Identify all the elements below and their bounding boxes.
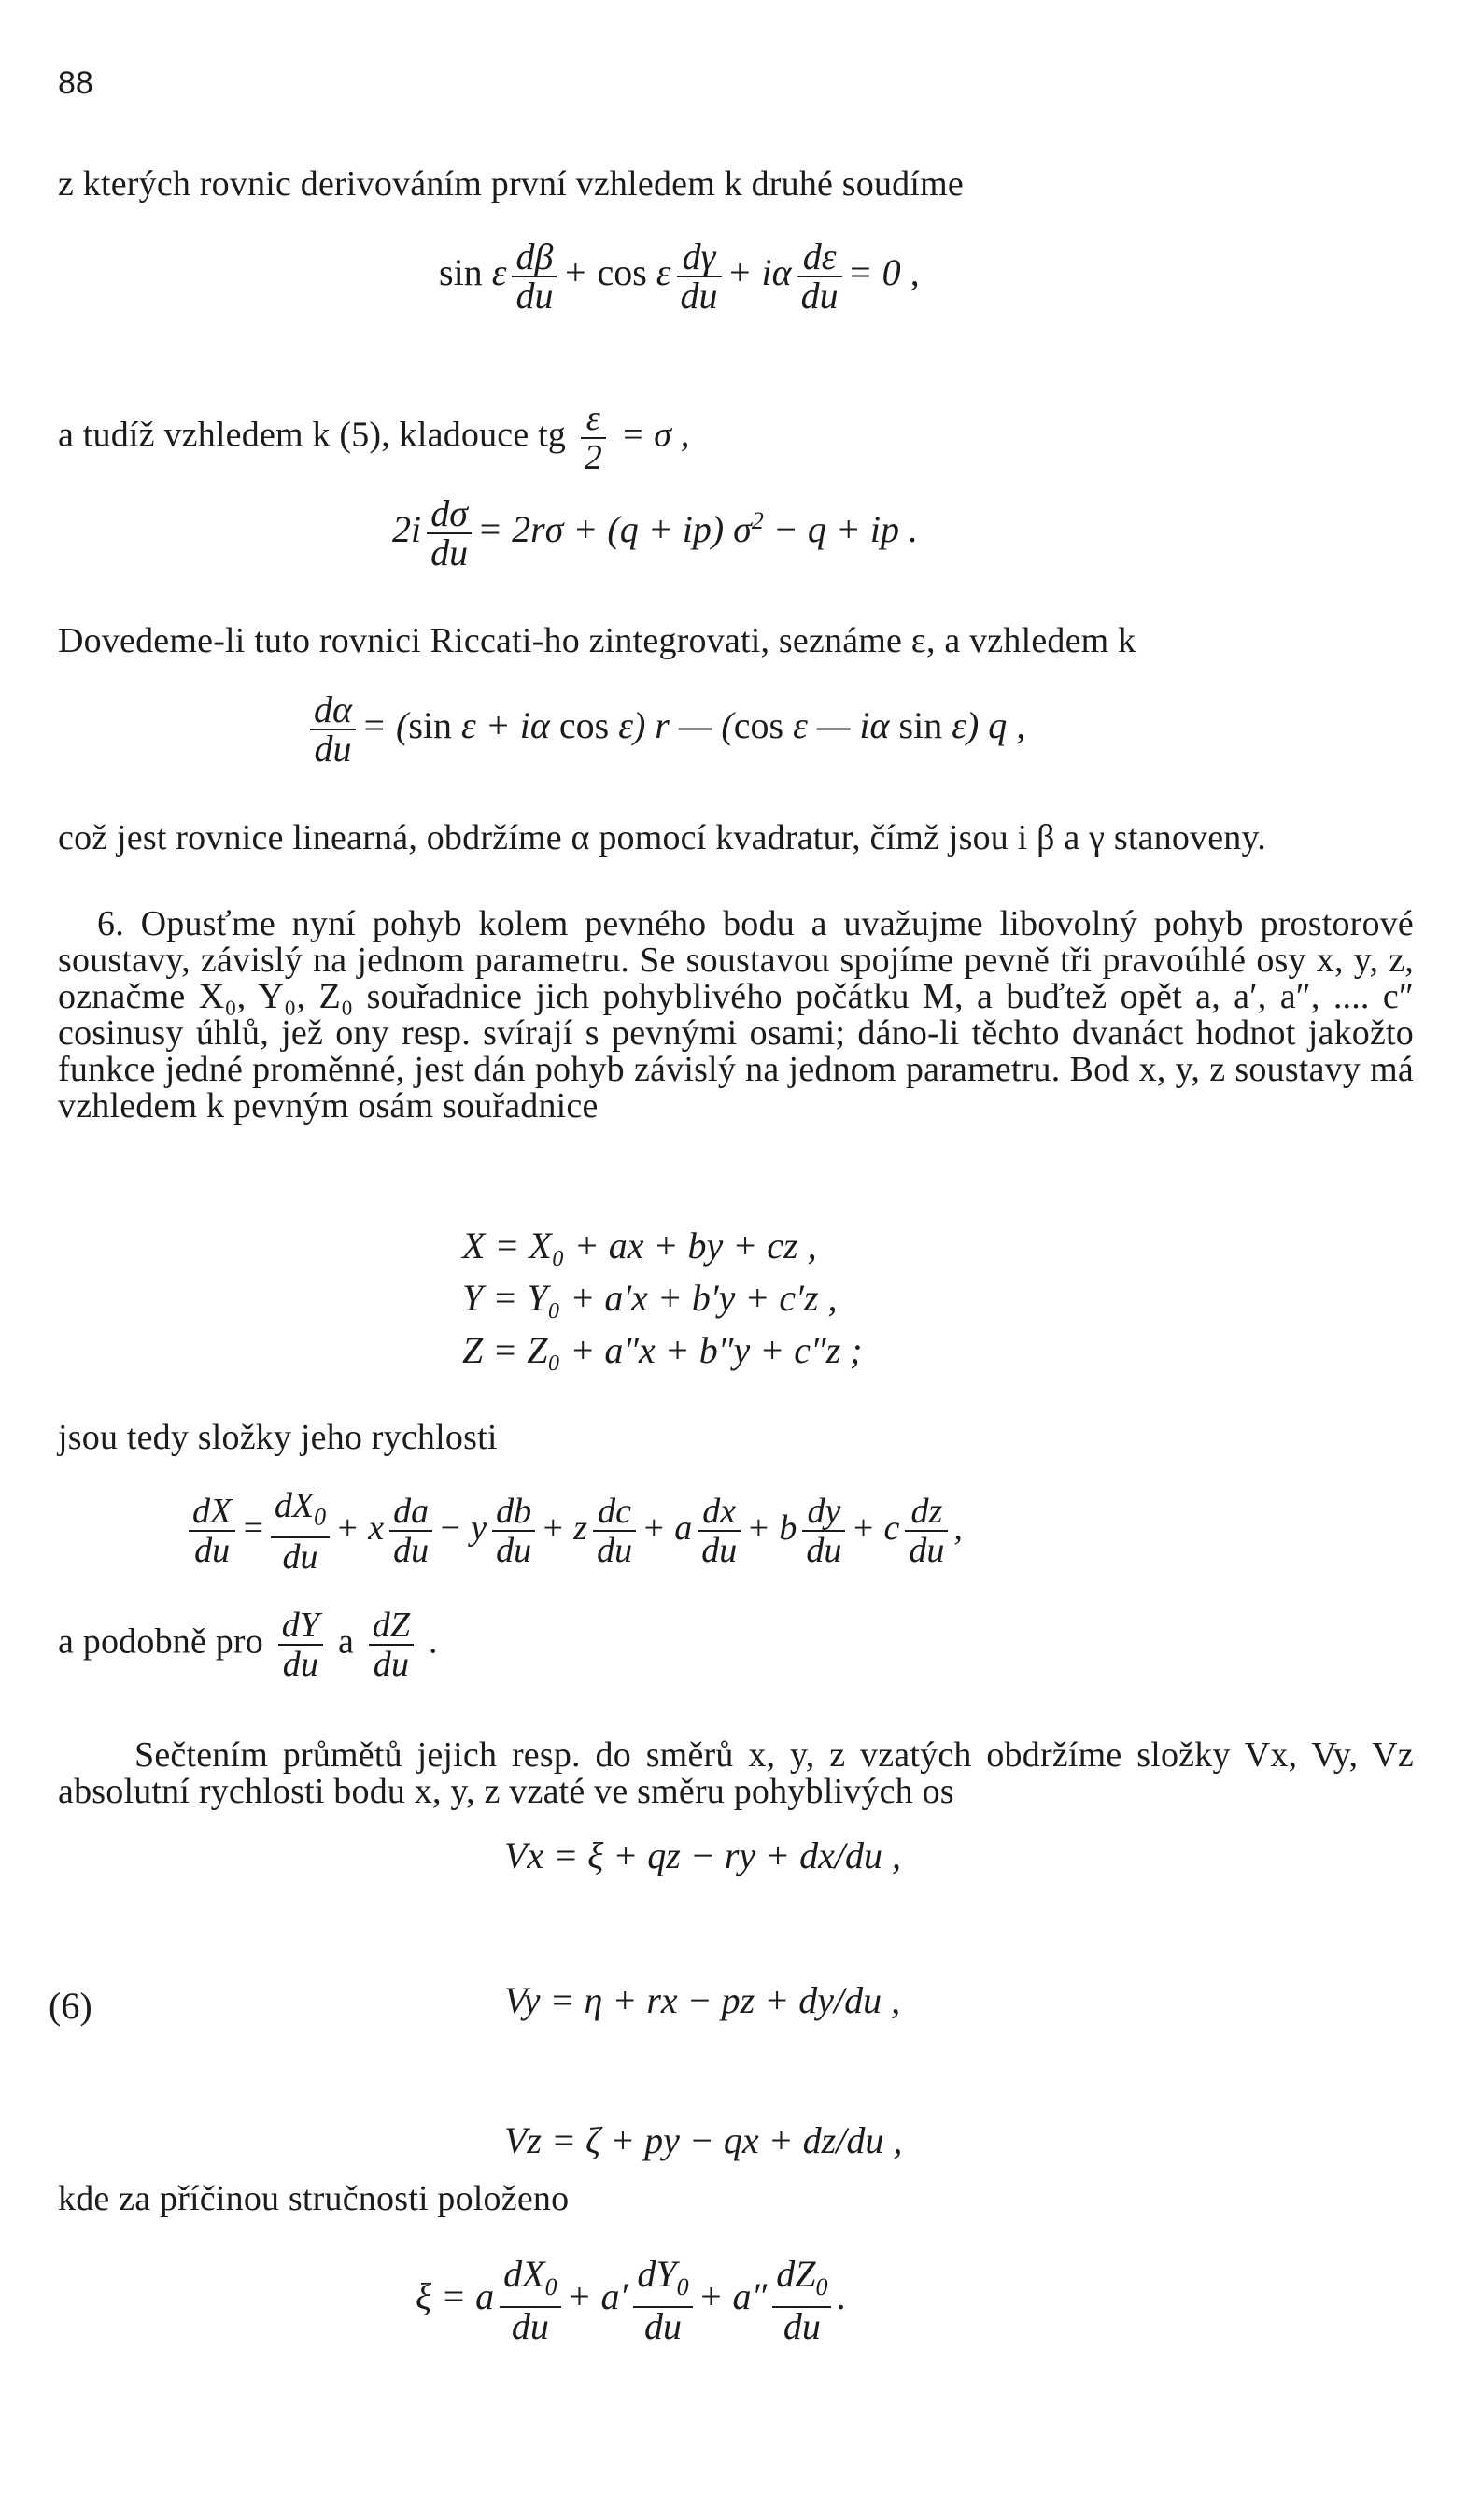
equation-Y: Y = Y₀ + a′x + b′y + c′z , [462,1277,838,1319]
equation-Vx: Vx = ξ + qz − ry + dx/du , [504,1834,902,1876]
similarly-line: a podobně pro $\frac{dY}{du}$ a $\frac{dZ}{du}$ . [58,1606,438,1684]
brevity-line: kde za příčinou stručnosti položeno [58,2179,570,2218]
velocity-components-line: jsou tedy složky jeho rychlosti [58,1418,498,1457]
equation-alpha: $\frac{d\alpha}{du}$ = (sin ε + iα cos ε) r — (cos ε — iα sin ε) q , [304,691,1025,768]
section-6-paragraph: 6. Opusťme nyní pohyb kolem pevného bodu a uvažujme libovolný pohyb prostorové soustavy, závislý na jednom parametru. Se soustavou spojíme pevně tři pravoúhlé osy x, y, z, označme X₀, Y₀, Z₀ souřadnice jich pohyblivého počátku M, a buďtež opět a, a′, a″, .... c″ cosinusy úhlů, jež ony resp. svírají s pevnými osami; dáno-li těchto dvanáct hodnot jakožto funkce jedné proměnné, jest dán pohyb závislý na jednom parametru. Bod x, y, z soustavy má vzhledem k pevným osám souřadnice [58,904,1414,1126]
paragraph-riccati: Dovedeme-li tuto rovnici Riccati-ho zintegrovati, seznáme ε, a vzhledem k [58,621,1136,660]
equation-number-6: (6) [49,1985,92,2027]
equation-Vy: Vy = η + rx − pz + dy/du , [504,1979,901,2021]
equation-dX-du: $\frac{dX}{du}$ = $\frac{dX_0}{du}$ + x $\frac{da}{du}$ − y $\frac{db}{du}$ + z $\frac{dc}{du}$ + a $\frac{dx}{du}$ + b $\frac{dy}{du}$ + c $\frac{dz}{du}$ , [183,1487,963,1576]
equation-riccati-derivation: sin ε $\frac{d\beta}{du}$ + cos ε $\frac{d\gamma}{du}$ + iα $\frac{d\varepsilon}{du}$ = 0 , [439,235,920,317]
equation-xi: ξ = a $\frac{dX_0}{du}$ + a′ $\frac{dY_0}{du}$ + a″ $\frac{dZ_0}{du}$ . [416,2253,847,2347]
intro-line: z kterých rovnic derivováním první vzhledem k druhé soudíme [58,164,964,204]
tangent-substitution-line: a tudíž vzhledem k (5), kladouce tg $\frac{\varepsilon}{2}$ = σ , [58,399,690,477]
page-number: 88 [58,65,93,101]
paragraph-linear: což jest rovnice linearná, obdržíme α pomocí kvadratur, čímž jsou i β a γ stanoveny. [58,818,1266,857]
projection-paragraph: Sečtením průmětů jejich resp. do směrů x, y, z vzatých obdržíme složky Vx, Vy, Vz absolutní rychlosti bodu x, y, z vzaté ve směru pohyblivých os [58,1735,1414,1811]
equation-X: X = X₀ + ax + by + cz , [462,1225,817,1267]
equation-riccati: 2i $\frac{d\sigma}{du}$ = 2rσ + (q + ip) $\sigma^2 - q$ + ip . [392,492,918,573]
equation-Z: Z = Z₀ + a″x + b″y + c″z ; [462,1329,863,1371]
equation-Vz: Vz = ζ + py − qx + dz/du , [504,2119,903,2161]
